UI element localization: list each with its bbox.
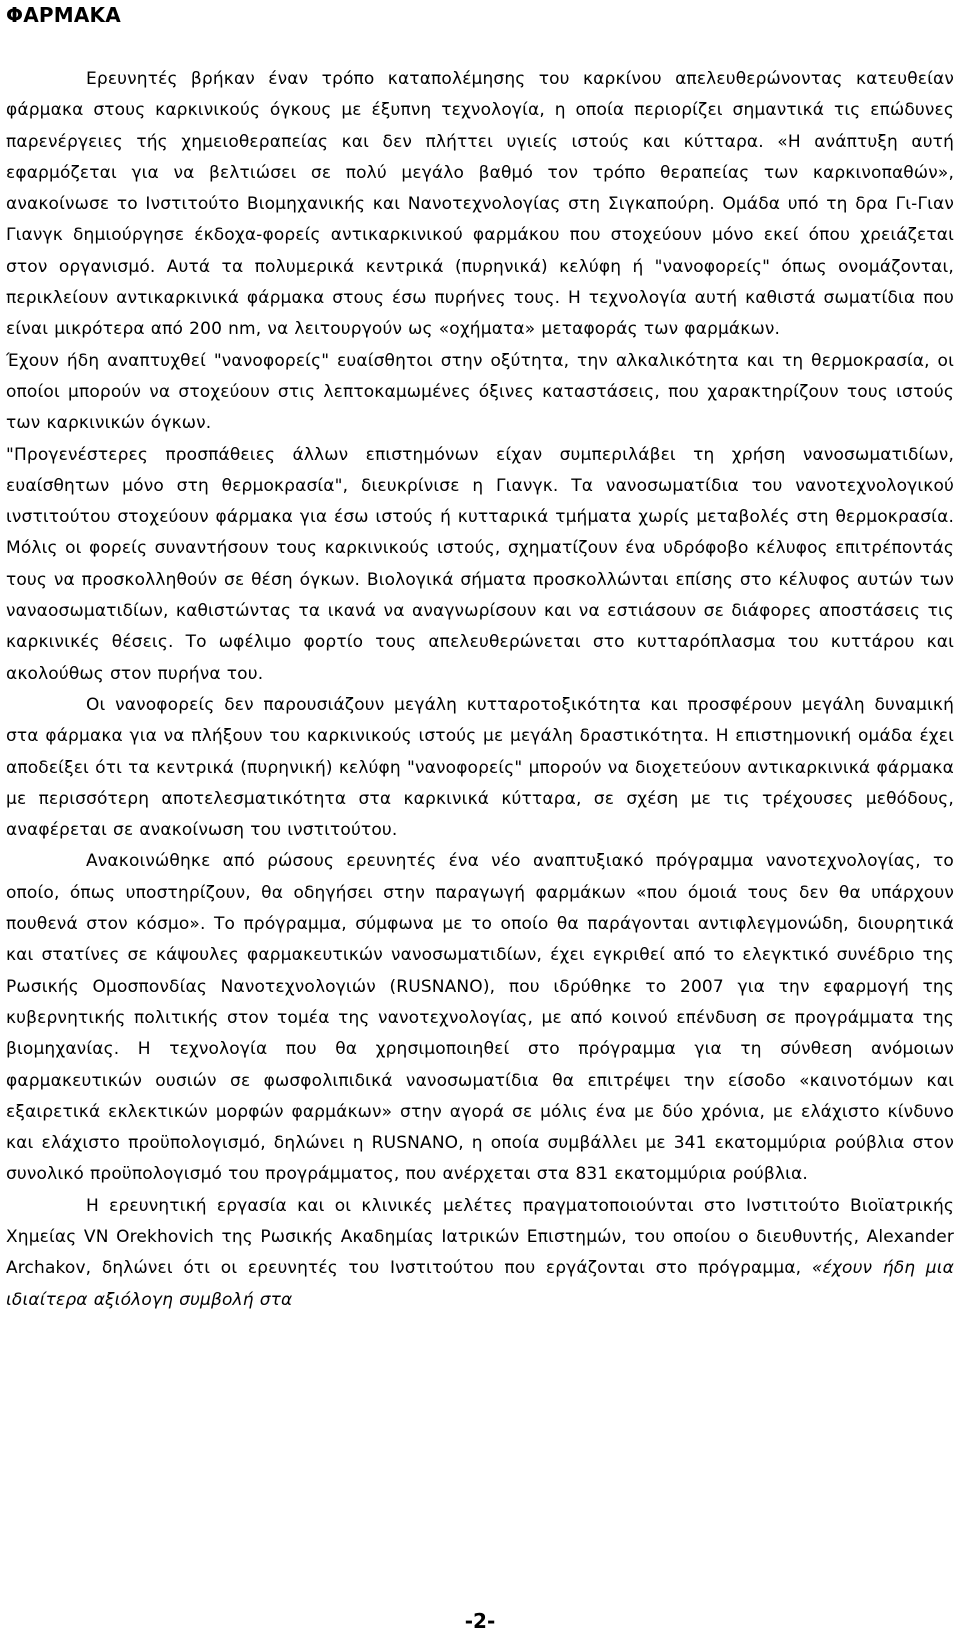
paragraph-1: Ερευνητές βρήκαν έναν τρόπο καταπολέμησης του καρκίνου απελευθερώνοντας κατευθείαν φάρμακα στους καρκινικούς όγκους με έξυπνη τεχνολογία, η οποία περιορίζει σημαντικά τις επώδυνες παρενέργειες τής χημειοθεραπείας και δεν πλήττει υγιείς ιστούς και κύτταρα. «Η ανάπτυξη αυτή εφαρμόζεται για να βελτιώσει σε πολύ μεγάλο βαθμό τον τρόπο θεραπείας των καρκινοπαθών», ανακοίνωσε το Ινστιτούτο Βιομηχανικής και Νανοτεχνολογίας στη Σιγκαπούρη. Ομάδα υπό τη δρα Γι-Γιαν Γιανγκ δημιούργησε έκδοχα-φορείς αντικαρκινικού φαρμάκου που στοχεύουν μόνο εκεί όπου χρειάζεται στον οργανισμό. Αυτά τα πολυμερικά κεντρικά (πυρηνικά) κελύφη ή "νανοφορείς" όπως ονομάζονται, περικλείουν αντικαρκινικά φάρμακα στους έσω πυρήνες τους. Η τεχνολογία αυτή καθιστά σωματίδια που είναι μικρότερα από 200 nm, να λειτουργούν ως «οχήματα» μεταφοράς των φαρμάκων. (6, 69, 954, 340)
paragraph-6-quote: «έχουν ήδη μια ιδιαίτερα αξιόλογη συμβολή στα (6, 1258, 954, 1310)
document-body (6, 64, 954, 1316)
paragraph-6 (6, 1191, 954, 1316)
paragraph-4: Οι νανοφορείς δεν παρουσιάζουν μεγάλη κυτταροτοξικότητα και προσφέρουν μεγάλη δυναμική στα φάρμακα για να πλήξουν του καρκινικούς ιστούς με μεγάλη δραστικότητα. Η επιστημονική ομάδα έχει αποδείξει ότι τα κεντρικά (πυρηνική) κελύφη "νανοφορείς" μπορούν να διοχετεύουν αντικαρκινικά φάρμακα με περισσότερη αποτελεσματικότητα στα καρκινικά κύτταρα, σε σχέση με τις τρέχουσες μεθόδους, αναφέρεται σε ανακοίνωση του ινστιτούτου. (6, 694, 954, 841)
document-title: ΦΑΡΜΑΚΑ (6, 3, 121, 27)
paragraph-3: "Προγενέστερες προσπάθειες άλλων επιστημόνων είχαν συμπεριλάβει τη χρήση νανοσωματιδίων, ευαίσθητων μόνο στη θερμοκρασία", διευκρίνισε η Γιανγκ. Τα νανοσωματίδια του νανοτεχνολογικού ινστιτούτου στοχεύουν φάρμακα για έσω ιστούς ή κυτταρικά τμήματα χωρίς μεταβολές στη θερμοκρασία. Μόλις οι φορείς συναντήσουν τους καρκινικούς ιστούς, σχηματίζουν ένα υδρόφοβο κέλυφος επιτρέποντάς τους να προσκολληθούν σε θέση όγκων. Βιολογικά σήματα προσκολλώνται επίσης στο κέλυφος αυτών των ναναοσωματιδίων, καθιστώντας τα ικανά να αναγνωρίσουν και να εστιάσουν σε διάφορες αποστάσεις τις καρκινικές θέσεις. Το ωφέλιμο φορτίο τους απελευθερώνεται στο κυτταρόπλασμα του κυττάρου και ακολούθως στον πυρήνα του. (6, 444, 954, 684)
paragraph-2: Έχουν ήδη αναπτυχθεί "νανοφορείς" ευαίσθητοι στην οξύτητα, την αλκαλικότητα και τη θερμοκρασία, οι οποίοι μπορούν να στοχεύουν στις λεπτοκαμωμένες όξινες καταστάσεις, που χαρακτηρίζουν τους ιστούς των καρκινικών όγκων. (6, 350, 954, 434)
paragraph-6-text: Η ερευνητική εργασία και οι κλινικές μελέτες πραγματοποιούνται στο Ινστιτούτο Βιοϊατρικής Χημείας VN Orekhovich της Ρωσικής Ακαδημίας Ιατρικών Επιστημών, του οποίου ο διευθυντής, Alexander Archakov, δηλώνει ότι οι ερευνητές του Ινστιτούτου που εργάζονται στο πρόγραμμα, (6, 1195, 954, 1279)
page-number: -2- (464, 1609, 496, 1633)
paragraph-5: Ανακοινώθηκε από ρώσους ερευνητές ένα νέο αναπτυξιακό πρόγραμμα νανοτεχνολογίας, το οποίο, όπως υποστηρίζουν, θα οδηγήσει στην παραγωγή φαρμάκων «που όμοιά τους δεν θα υπάρχουν πουθενά στον κόσμο». Το πρόγραμμα, σύμφωνα με το οποίο θα παράγονται αντιφλεγμονώδη, διουρητικά και στατίνες σε κάψουλες φαρμακευτικών νανοσωματιδίων, έχει εγκριθεί από το ελεγκτικό συνέδριο της Ρωσικής Ομοσπονδίας Νανοτεχνολογιών (RUSNANO), που ιδρύθηκε το 2007 για την εφαρμογή της κυβερνητικής πολιτικής στον τομέα της νανοτεχνολογίας, με από κοινού επένδυση σε προγράμματα της βιομηχανίας. Η τεχνολογία που θα χρησιμοποιηθεί στο πρόγραμμα για τη σύνθεση ανόμοιων φαρμακευτικών ουσιών σε φωσφολιπιδικά νανοσωματίδια θα επιτρέψει την είσοδο «καινοτόμων και εξαιρετικά εκλεκτικών μορφών φαρμάκων» στην αγορά σε μόλις ένα με δύο χρόνια, με ελάχιστο κίνδυνο και ελάχιστο προϋπολογισμό, δηλώνει η RUSNANO, η οποία συμβάλλει με 341 εκατομμύρια ρούβλια στον συνολικό προϋπολογισμό του προγράμματος, που ανέρχεται στα 831 εκατομμύρια ρούβλια. (6, 851, 954, 1185)
